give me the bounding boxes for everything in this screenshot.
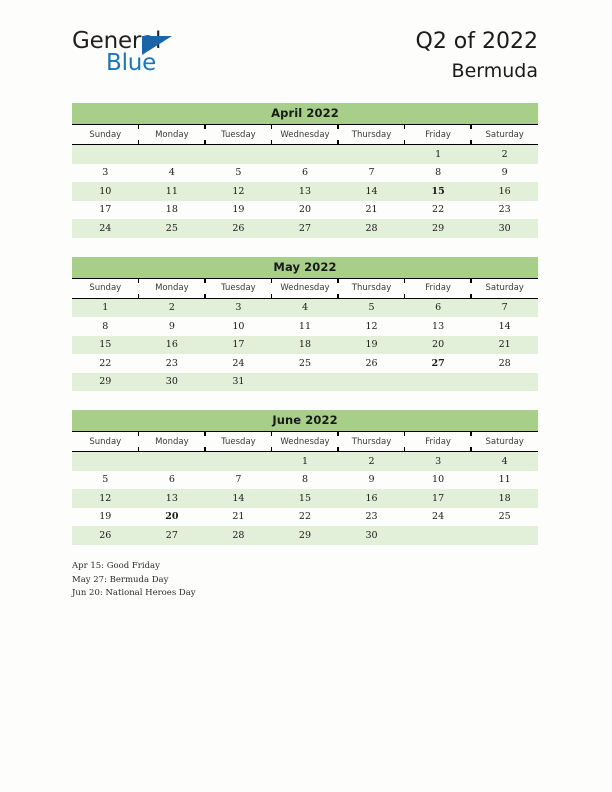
weekday-header-tuesday: Tuesday bbox=[205, 278, 272, 298]
day-cell-empty bbox=[72, 145, 139, 164]
day-cell[interactable]: 21 bbox=[471, 336, 538, 355]
weekday-header-tuesday: Tuesday bbox=[205, 125, 272, 145]
day-cell[interactable]: 7 bbox=[338, 164, 405, 183]
day-cell[interactable]: 17 bbox=[72, 201, 139, 220]
day-cell-holiday[interactable]: 20 bbox=[139, 508, 206, 527]
day-cell[interactable]: 1 bbox=[72, 298, 139, 317]
day-cell[interactable]: 29 bbox=[405, 219, 472, 238]
day-cell[interactable]: 10 bbox=[405, 471, 472, 490]
day-cell[interactable]: 29 bbox=[72, 373, 139, 392]
week-row bbox=[72, 182, 538, 201]
day-cell[interactable]: 12 bbox=[72, 489, 139, 508]
brand-logo bbox=[72, 28, 272, 78]
day-cell[interactable]: 18 bbox=[139, 201, 206, 220]
calendar-container bbox=[72, 103, 538, 564]
day-cell[interactable]: 14 bbox=[471, 317, 538, 336]
day-cell-empty bbox=[139, 145, 206, 164]
weekday-header-sunday: Sunday bbox=[72, 125, 139, 145]
holiday-legend-item: Apr 15: Good Friday bbox=[72, 561, 160, 571]
day-cell[interactable]: 8 bbox=[405, 164, 472, 183]
day-cell[interactable]: 6 bbox=[139, 471, 206, 490]
day-cell[interactable]: 8 bbox=[72, 317, 139, 336]
day-cell-empty bbox=[72, 452, 139, 471]
day-cell-empty bbox=[272, 145, 339, 164]
day-cell[interactable]: 16 bbox=[338, 489, 405, 508]
day-cell[interactable]: 25 bbox=[139, 219, 206, 238]
day-cell[interactable]: 17 bbox=[205, 336, 272, 355]
week-row bbox=[72, 164, 538, 183]
month-title: May 2022 bbox=[72, 257, 538, 278]
weekday-header-friday: Friday bbox=[405, 278, 472, 298]
day-cell[interactable]: 9 bbox=[139, 317, 206, 336]
day-cell[interactable]: 11 bbox=[272, 317, 339, 336]
day-cell[interactable]: 18 bbox=[272, 336, 339, 355]
day-cell-empty bbox=[205, 452, 272, 471]
week-row bbox=[72, 219, 538, 238]
week-row bbox=[72, 336, 538, 355]
holiday-legend-item: Jun 20: National Heroes Day bbox=[72, 588, 196, 599]
day-cell[interactable]: 3 bbox=[205, 298, 272, 317]
day-cell[interactable]: 1 bbox=[405, 145, 472, 164]
page-header bbox=[0, 0, 612, 82]
day-cell[interactable]: 9 bbox=[338, 471, 405, 490]
day-cell-empty bbox=[471, 526, 538, 545]
day-cell[interactable]: 23 bbox=[471, 201, 538, 220]
day-cell-holiday[interactable]: 27 bbox=[405, 354, 472, 373]
weekday-header-friday: Friday bbox=[405, 125, 472, 145]
day-cell[interactable]: 8 bbox=[272, 471, 339, 490]
day-cell[interactable]: 3 bbox=[405, 452, 472, 471]
day-cell[interactable]: 15 bbox=[72, 336, 139, 355]
month-block bbox=[72, 410, 538, 545]
brand-name-blue: Blue bbox=[106, 50, 157, 76]
weekday-header-saturday: Saturday bbox=[471, 278, 538, 298]
day-cell[interactable]: 27 bbox=[272, 219, 339, 238]
day-cell[interactable]: 4 bbox=[139, 164, 206, 183]
day-cell[interactable]: 13 bbox=[405, 317, 472, 336]
day-cell[interactable]: 25 bbox=[471, 508, 538, 527]
day-cell[interactable]: 12 bbox=[205, 182, 272, 201]
day-cell[interactable]: 24 bbox=[72, 219, 139, 238]
holiday-legend bbox=[72, 560, 196, 601]
weekday-header-wednesday: Wednesday bbox=[272, 125, 339, 145]
day-cell[interactable]: 6 bbox=[272, 164, 339, 183]
day-cell[interactable]: 13 bbox=[272, 182, 339, 201]
week-row bbox=[72, 526, 538, 545]
weekday-header-row bbox=[72, 125, 538, 145]
day-cell[interactable]: 2 bbox=[338, 452, 405, 471]
month-title: June 2022 bbox=[72, 410, 538, 431]
week-row bbox=[72, 373, 538, 392]
day-cell[interactable]: 22 bbox=[272, 508, 339, 527]
page-title-block bbox=[416, 28, 539, 84]
weekday-header-saturday: Saturday bbox=[471, 125, 538, 145]
day-cell-empty bbox=[405, 373, 472, 392]
weekday-header-sunday: Sunday bbox=[72, 278, 139, 298]
day-cell[interactable]: 7 bbox=[205, 471, 272, 490]
day-cell-empty bbox=[139, 452, 206, 471]
day-cell[interactable]: 9 bbox=[471, 164, 538, 183]
weekday-header-thursday: Thursday bbox=[338, 278, 405, 298]
brand-name-general: General bbox=[72, 28, 162, 54]
day-cell[interactable]: 24 bbox=[405, 508, 472, 527]
day-cell[interactable]: 21 bbox=[205, 508, 272, 527]
weekday-header-thursday: Thursday bbox=[338, 125, 405, 145]
weekday-header-wednesday: Wednesday bbox=[272, 432, 339, 452]
month-table bbox=[72, 124, 538, 238]
week-row bbox=[72, 471, 538, 490]
day-cell[interactable]: 11 bbox=[471, 471, 538, 490]
day-cell-empty bbox=[471, 373, 538, 392]
weekday-header-friday: Friday bbox=[405, 432, 472, 452]
day-cell[interactable]: 11 bbox=[139, 182, 206, 201]
weekday-header-sunday: Sunday bbox=[72, 432, 139, 452]
day-cell[interactable]: 13 bbox=[139, 489, 206, 508]
weekday-header-monday: Monday bbox=[139, 432, 206, 452]
week-row bbox=[72, 145, 538, 164]
day-cell[interactable]: 2 bbox=[139, 298, 206, 317]
day-cell[interactable]: 14 bbox=[338, 182, 405, 201]
weekday-header-row bbox=[72, 432, 538, 452]
day-cell[interactable]: 16 bbox=[139, 336, 206, 355]
day-cell[interactable]: 15 bbox=[272, 489, 339, 508]
weekday-header-saturday: Saturday bbox=[471, 432, 538, 452]
holiday-legend-item: May 27: Bermuda Day bbox=[72, 574, 169, 585]
day-cell[interactable]: 28 bbox=[205, 526, 272, 545]
page-subtitle: Bermuda bbox=[451, 60, 538, 82]
day-cell[interactable]: 20 bbox=[272, 201, 339, 220]
month-table bbox=[72, 278, 538, 392]
day-cell[interactable]: 25 bbox=[272, 354, 339, 373]
month-block bbox=[72, 103, 538, 238]
day-cell[interactable]: 30 bbox=[139, 373, 206, 392]
day-cell[interactable]: 4 bbox=[471, 452, 538, 471]
day-cell[interactable]: 19 bbox=[72, 508, 139, 527]
day-cell[interactable]: 2 bbox=[471, 145, 538, 164]
day-cell-holiday[interactable]: 15 bbox=[405, 182, 472, 201]
week-row bbox=[72, 452, 538, 471]
day-cell[interactable]: 18 bbox=[471, 489, 538, 508]
day-cell[interactable]: 21 bbox=[338, 201, 405, 220]
weekday-header-wednesday: Wednesday bbox=[272, 278, 339, 298]
day-cell[interactable]: 5 bbox=[72, 471, 139, 490]
day-cell[interactable]: 6 bbox=[405, 298, 472, 317]
day-cell[interactable]: 10 bbox=[205, 317, 272, 336]
weekday-header-monday: Monday bbox=[139, 278, 206, 298]
day-cell[interactable]: 26 bbox=[338, 354, 405, 373]
day-cell[interactable]: 20 bbox=[405, 336, 472, 355]
month-title: April 2022 bbox=[72, 103, 538, 124]
day-cell[interactable]: 22 bbox=[405, 201, 472, 220]
weekday-header-row bbox=[72, 278, 538, 298]
day-cell[interactable]: 5 bbox=[205, 164, 272, 183]
day-cell[interactable]: 19 bbox=[205, 201, 272, 220]
day-cell[interactable]: 12 bbox=[338, 317, 405, 336]
day-cell-empty bbox=[338, 145, 405, 164]
day-cell[interactable]: 10 bbox=[72, 182, 139, 201]
day-cell[interactable]: 31 bbox=[205, 373, 272, 392]
day-cell-empty bbox=[272, 373, 339, 392]
day-cell[interactable]: 28 bbox=[338, 219, 405, 238]
day-cell[interactable]: 23 bbox=[338, 508, 405, 527]
week-row bbox=[72, 508, 538, 527]
day-cell[interactable]: 23 bbox=[139, 354, 206, 373]
day-cell[interactable]: 29 bbox=[272, 526, 339, 545]
week-row bbox=[72, 298, 538, 317]
day-cell[interactable]: 22 bbox=[72, 354, 139, 373]
day-cell[interactable]: 24 bbox=[205, 354, 272, 373]
day-cell[interactable]: 26 bbox=[205, 219, 272, 238]
weekday-header-monday: Monday bbox=[139, 125, 206, 145]
week-row bbox=[72, 201, 538, 220]
day-cell[interactable]: 19 bbox=[338, 336, 405, 355]
day-cell-empty bbox=[205, 145, 272, 164]
day-cell[interactable]: 5 bbox=[338, 298, 405, 317]
week-row bbox=[72, 317, 538, 336]
day-cell-empty bbox=[338, 373, 405, 392]
day-cell[interactable]: 17 bbox=[405, 489, 472, 508]
month-table bbox=[72, 431, 538, 545]
day-cell[interactable]: 7 bbox=[471, 298, 538, 317]
day-cell-empty bbox=[405, 526, 472, 545]
day-cell[interactable]: 1 bbox=[272, 452, 339, 471]
day-cell[interactable]: 26 bbox=[72, 526, 139, 545]
week-row bbox=[72, 354, 538, 373]
day-cell[interactable]: 30 bbox=[338, 526, 405, 545]
month-block bbox=[72, 257, 538, 392]
day-cell[interactable]: 16 bbox=[471, 182, 538, 201]
day-cell[interactable]: 28 bbox=[471, 354, 538, 373]
week-row bbox=[72, 489, 538, 508]
day-cell[interactable]: 30 bbox=[471, 219, 538, 238]
day-cell[interactable]: 3 bbox=[72, 164, 139, 183]
day-cell[interactable]: 4 bbox=[272, 298, 339, 317]
day-cell[interactable]: 27 bbox=[139, 526, 206, 545]
day-cell[interactable]: 14 bbox=[205, 489, 272, 508]
weekday-header-thursday: Thursday bbox=[338, 432, 405, 452]
weekday-header-tuesday: Tuesday bbox=[205, 432, 272, 452]
page-title: Q2 of 2022 bbox=[415, 29, 538, 54]
